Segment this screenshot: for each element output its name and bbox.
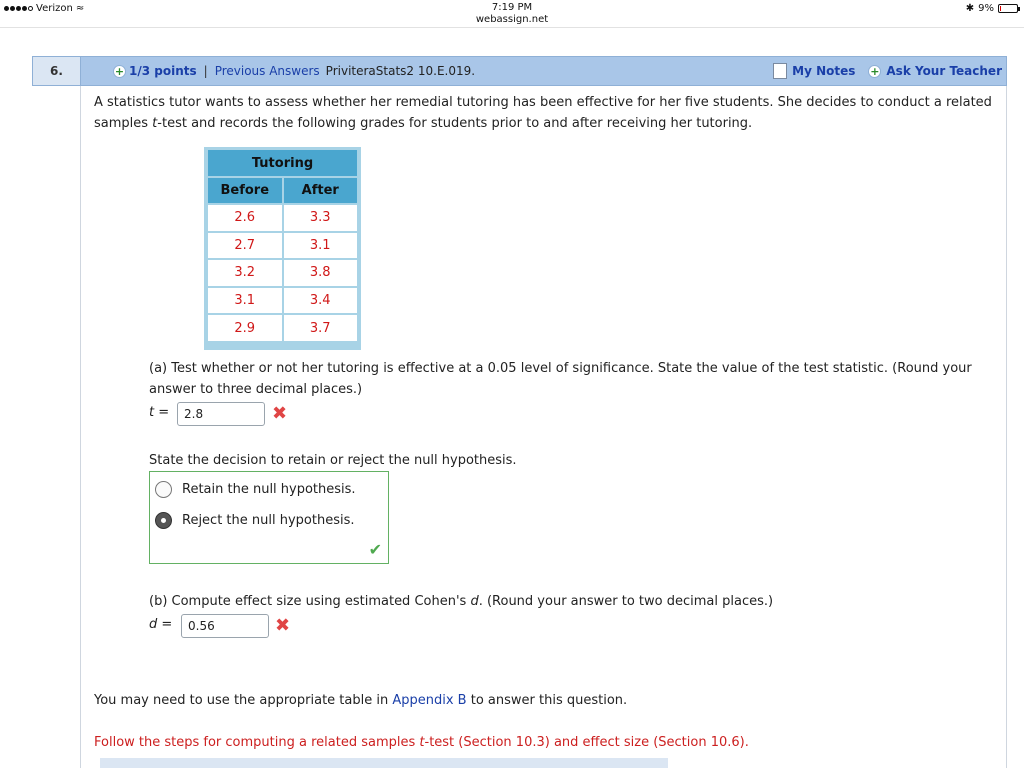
appendix-before: You may need to use the appropriate table in (94, 693, 393, 708)
d-equals: = (161, 617, 173, 632)
follow-t-var: t (419, 735, 425, 750)
t-var: t (149, 405, 155, 420)
table-row (208, 260, 357, 286)
d-label (149, 614, 172, 635)
bluetooth-icon: ✱ (965, 3, 975, 14)
cell-before: 2.9 (208, 315, 282, 341)
my-notes-link[interactable]: My Notes (792, 64, 856, 78)
ask-teacher-link[interactable]: Ask Your Teacher (886, 64, 1002, 78)
intro-t-var: t (152, 116, 158, 131)
incorrect-icon: ✖ (272, 403, 288, 424)
radio-reject[interactable] (155, 512, 172, 529)
intro-text-2: -test and records the following grades for students prior to and after receiving her tutoring. (157, 116, 753, 131)
cell-after: 3.8 (284, 260, 358, 286)
radio-retain[interactable] (155, 481, 172, 498)
cell-after: 3.4 (284, 288, 358, 314)
cell-after: 3.3 (284, 205, 358, 231)
header-separator: | (203, 64, 208, 78)
intro-text-1: A statistics tutor wants to assess whether her remedial tutoring has been effective for her five students. She decides to conduct a related samples (94, 95, 992, 131)
cell-before: 3.2 (208, 260, 282, 286)
follow-after: -test (Section 10.3) and effect size (Section 10.6). (424, 735, 749, 750)
status-bar (0, 0, 1024, 28)
follow-before: Follow the steps for computing a related samples (94, 735, 420, 750)
header-before: Before (208, 178, 282, 203)
notes-icon[interactable] (773, 63, 787, 79)
question-number: 6. (33, 57, 81, 85)
appendix-after: to answer this question. (466, 693, 628, 708)
wifi-icon: ≈ (75, 3, 85, 14)
appendix-link[interactable]: Appendix B (392, 693, 467, 708)
option-reject[interactable] (155, 512, 355, 529)
tutoring-table (204, 147, 361, 350)
option-retain[interactable] (155, 481, 356, 498)
part-b-prompt-start: (b) Compute effect size using estimated Cohen's (149, 594, 471, 609)
decision-prompt: State the decision to retain or reject the null hypothesis. (149, 453, 517, 468)
table-row (208, 233, 357, 259)
cell-before: 2.7 (208, 233, 282, 259)
status-right (966, 3, 1018, 14)
table-row (208, 288, 357, 314)
bottom-panel (100, 758, 668, 768)
question-source: PriviteraStats2 10.E.019. (325, 64, 476, 78)
incorrect-icon: ✖ (275, 615, 291, 636)
status-center (0, 2, 1024, 26)
cell-before: 3.1 (208, 288, 282, 314)
question-header (32, 56, 1007, 86)
correct-check-icon: ✔ (368, 540, 382, 559)
cell-after: 3.1 (284, 233, 358, 259)
t-equals: = (158, 405, 170, 420)
option-reject-label: Reject the null hypothesis. (182, 513, 355, 528)
table-header-row (208, 178, 357, 203)
t-label (149, 402, 169, 423)
plus-icon-teacher[interactable]: + (870, 64, 880, 78)
page-url[interactable]: webassign.net (475, 14, 549, 25)
question-intro (94, 92, 999, 134)
d-var: d (149, 617, 158, 632)
table-row (208, 205, 357, 231)
decision-options (149, 471, 389, 564)
header-after: After (284, 178, 358, 203)
cell-after: 3.7 (284, 315, 358, 341)
t-answer-input[interactable] (177, 402, 265, 426)
part-b-d-var: d (470, 594, 479, 609)
battery-icon (998, 4, 1018, 13)
battery-fill (1000, 6, 1001, 11)
appendix-note (94, 690, 627, 711)
follow-steps-note (94, 732, 749, 753)
header-actions (773, 63, 1006, 79)
cell-before: 2.6 (208, 205, 282, 231)
part-b-prompt-end: . (Round your answer to two decimal places.) (478, 594, 774, 609)
part-a-prompt: (a) Test whether or not her tutoring is effective at a 0.05 level of significance. State the value of the test statistic. (Round your answer to three decimal places.) (149, 361, 972, 397)
option-retain-label: Retain the null hypothesis. (182, 482, 356, 497)
points-link[interactable]: 1/3 points (129, 64, 197, 78)
d-answer-input[interactable] (181, 614, 269, 638)
table-row (208, 315, 357, 341)
carrier-name: Verizon (36, 3, 73, 14)
previous-answers-link[interactable]: Previous Answers (214, 64, 320, 78)
status-time: 7:19 PM (491, 2, 533, 13)
plus-icon[interactable]: + (114, 64, 125, 78)
battery-percent: 9% (978, 3, 994, 14)
table-title: Tutoring (208, 150, 357, 176)
part-b-prompt (149, 591, 999, 612)
